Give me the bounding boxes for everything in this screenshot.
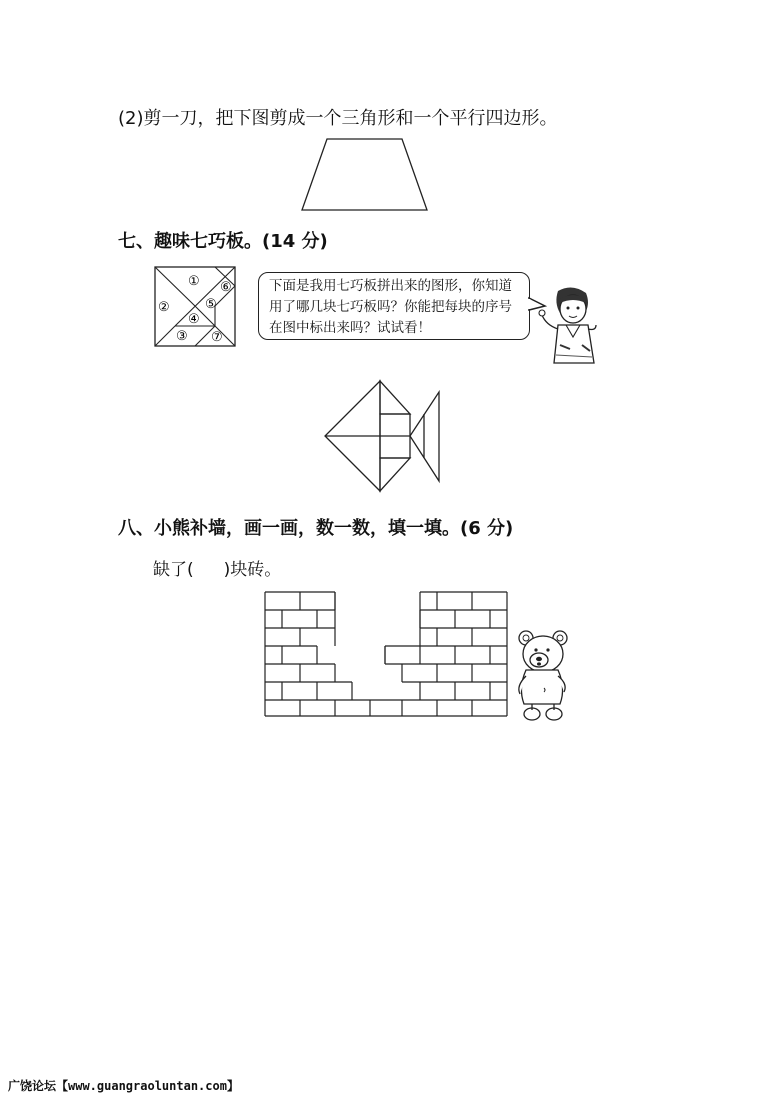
- blank-prefix: 缺了(: [153, 560, 194, 580]
- tangram-label-6: ⑥: [220, 280, 232, 295]
- tangram-label-3: ③: [176, 329, 188, 344]
- section-8-heading: 八、小熊补墙，画一画，数一数，填一填。(6 分): [118, 518, 514, 539]
- bear-illustration: [514, 630, 576, 722]
- tangram-square-diagram: [154, 266, 238, 348]
- tangram-label-4: ④: [188, 312, 200, 327]
- section-7-heading: 七、趣味七巧板。(14 分): [118, 231, 328, 252]
- boy-illustration: [536, 285, 606, 365]
- blank-suffix: )块砖。: [223, 560, 282, 580]
- tangram-fish-figure: [322, 378, 444, 496]
- trapezoid-figure: [300, 138, 430, 212]
- speech-bubble: 下面是我用七巧板拼出来的图形，你知道用了哪几块七巧板吗？你能把每块的序号在图中标出来吗？试试看！: [258, 272, 530, 340]
- tangram-label-5: ⑤: [205, 297, 217, 312]
- tangram-label-1: ①: [188, 274, 200, 289]
- question-2-text: (2)剪一刀，把下图剪成一个三角形和一个平行四边形。: [118, 108, 558, 129]
- tangram-label-7: ⑦: [211, 330, 223, 345]
- tangram-label-2: ②: [158, 300, 170, 315]
- fill-blank-line: [153, 555, 281, 580]
- footer-watermark: 广饶论坛【www.guangraoluntan.com】: [8, 1079, 239, 1093]
- brick-wall-diagram: [264, 591, 510, 719]
